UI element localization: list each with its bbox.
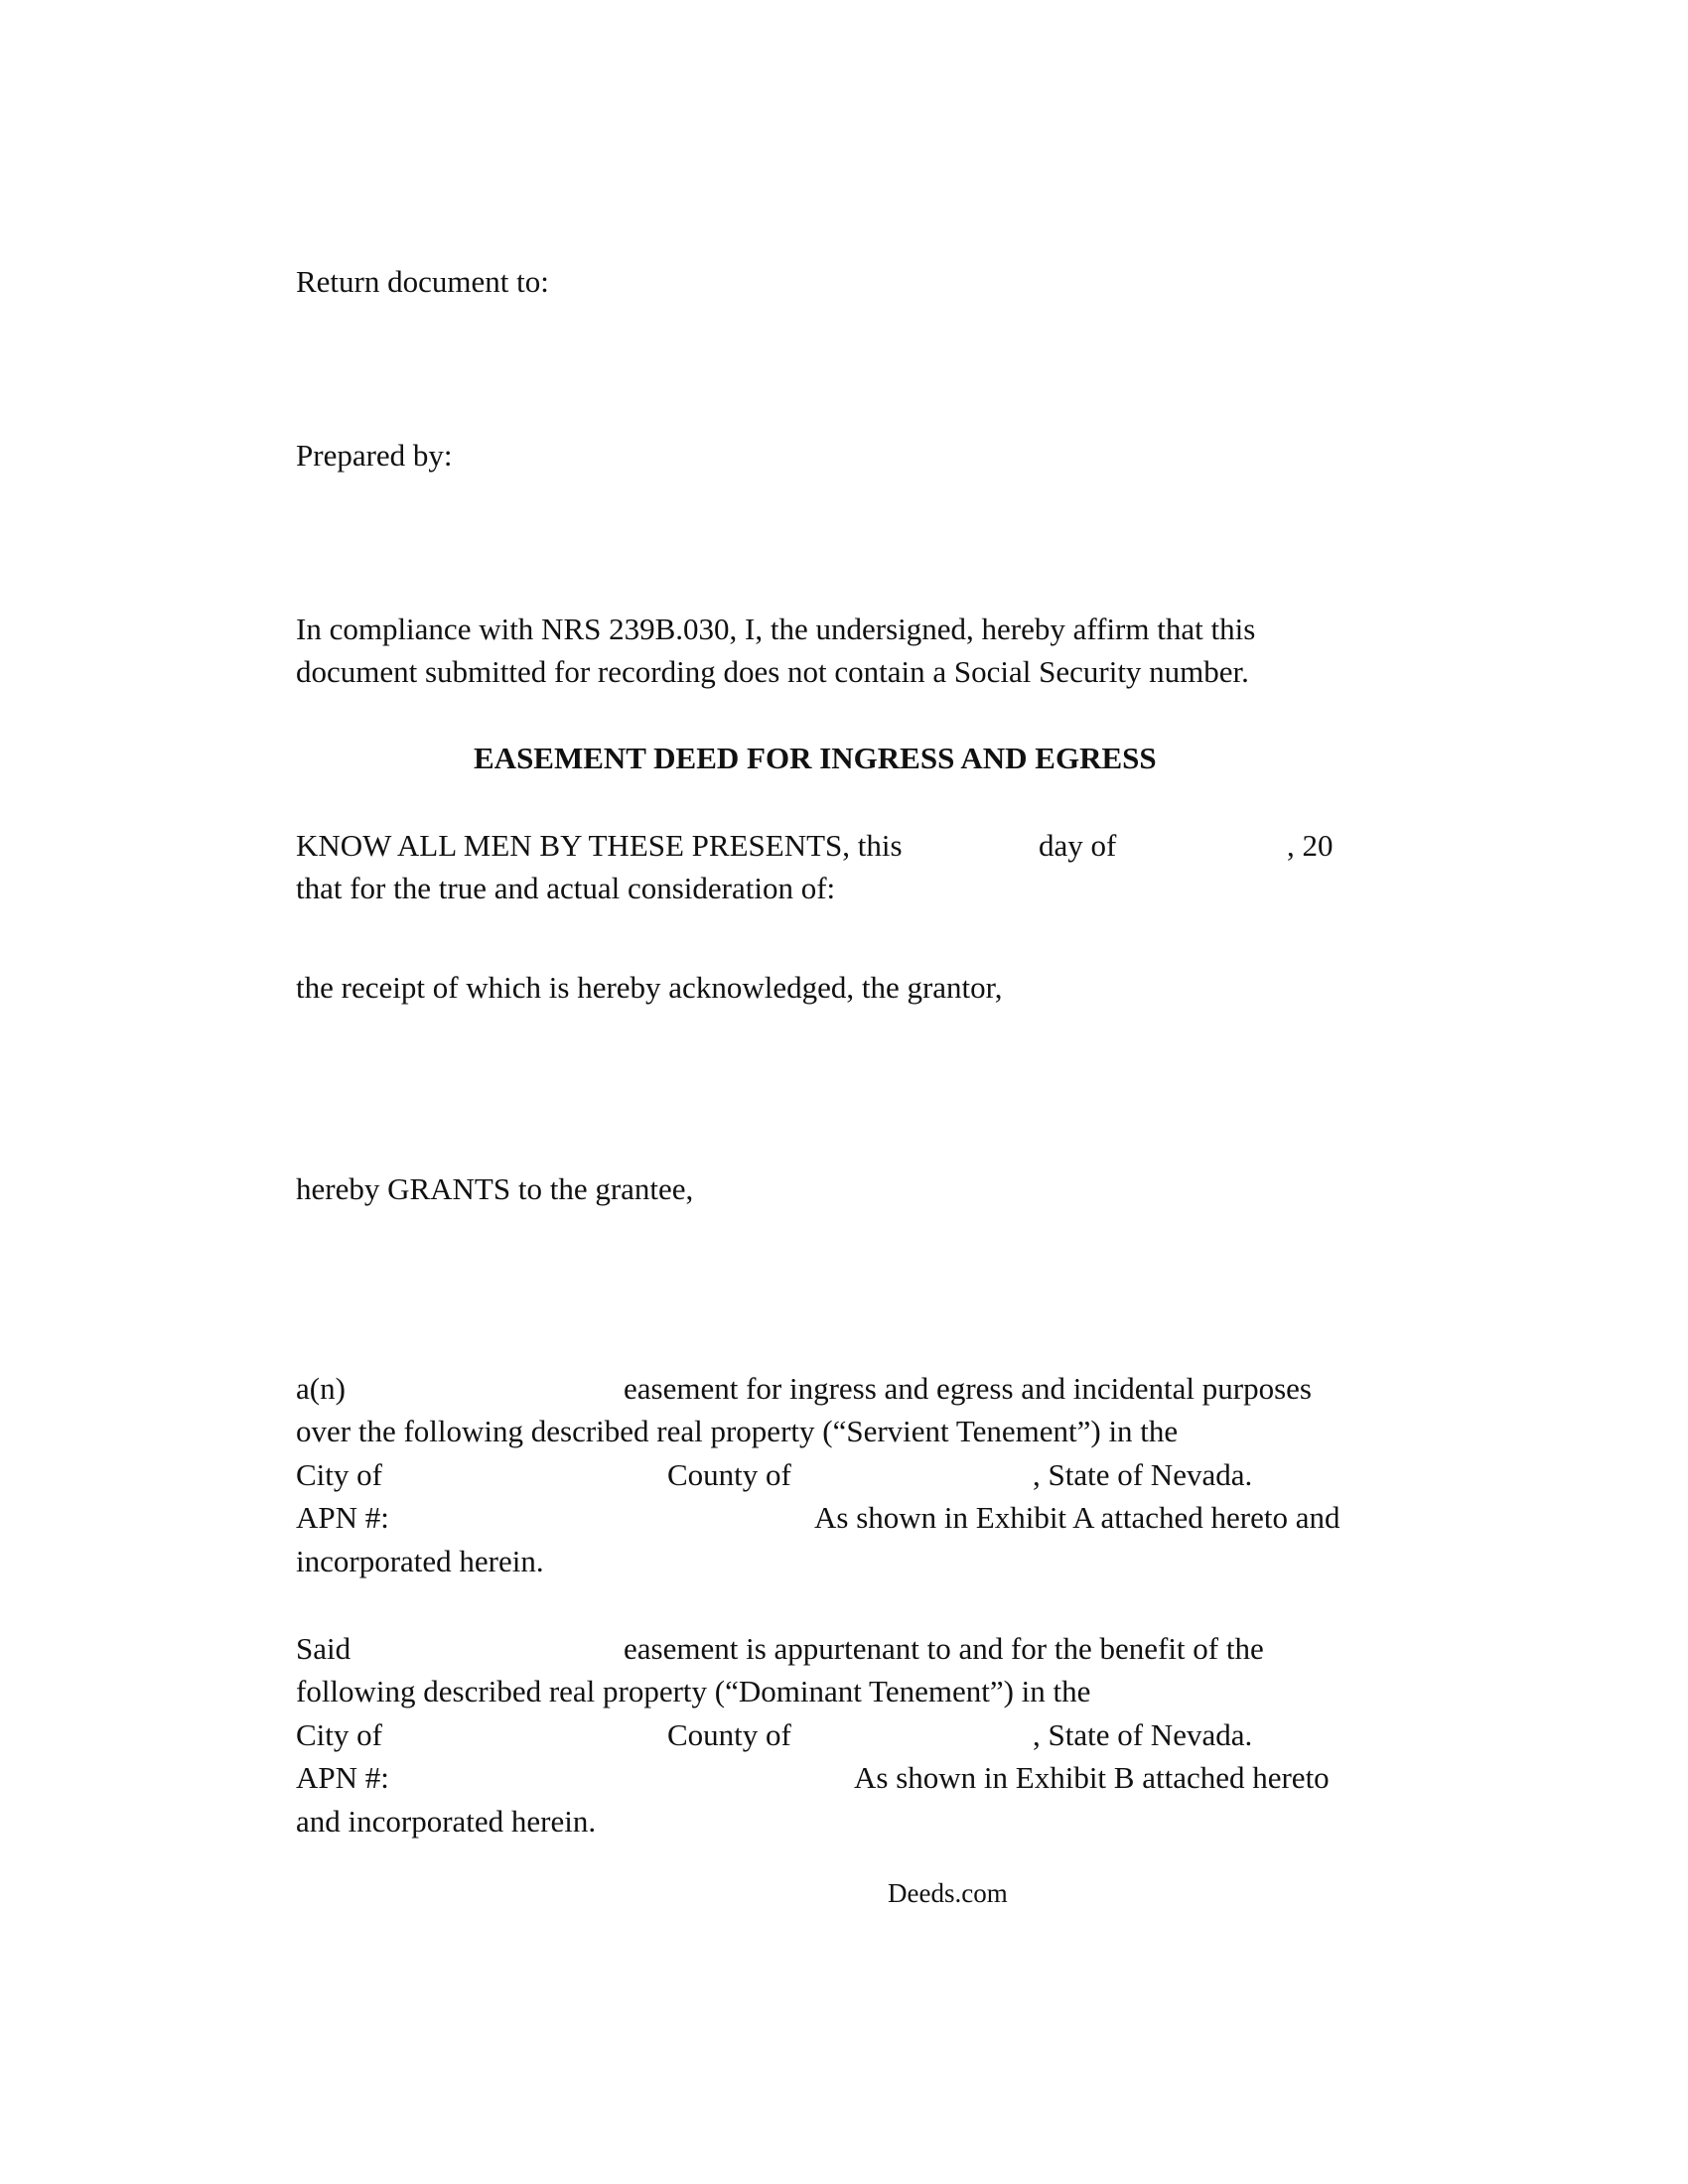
servient-state-text: , State of Nevada.: [1033, 1457, 1253, 1492]
servient-city-label: City of: [296, 1457, 382, 1492]
day-of-text: day of: [1039, 828, 1117, 863]
servient-exhibit-text: As shown in Exhibit A attached hereto and: [814, 1500, 1340, 1535]
know-all-men-text: KNOW ALL MEN BY THESE PRESENTS, this: [296, 828, 903, 863]
compliance-line-1: In compliance with NRS 239B.030, I, the undersigned, hereby affirm that this: [296, 612, 1256, 646]
document-title: EASEMENT DEED FOR INGRESS AND EGRESS: [474, 741, 1157, 775]
return-document-to-label: Return document to:: [296, 264, 549, 299]
prepared-by-label: Prepared by:: [296, 438, 453, 473]
dominant-said-text: Said: [296, 1631, 352, 1666]
servient-county-label: County of: [667, 1457, 791, 1492]
year-prefix-text: , 20: [1287, 828, 1334, 863]
dominant-easement-text: easement is appurtenant to and for the benefit of the: [624, 1631, 1264, 1666]
dominant-city-label: City of: [296, 1717, 382, 1752]
dominant-incorporated-text: and incorporated herein.: [296, 1804, 597, 1839]
dominant-exhibit-text: As shown in Exhibit B attached hereto: [854, 1760, 1330, 1795]
consideration-text: that for the true and actual consideration of:: [296, 871, 836, 905]
receipt-text: the receipt of which is hereby acknowledged, the grantor,: [296, 970, 1003, 1005]
footer-brand: Deeds.com: [888, 1878, 1008, 1908]
servient-an-text: a(n): [296, 1371, 346, 1406]
servient-over-text: over the following described real property (“Servient Tenement”) in the: [296, 1414, 1179, 1448]
grants-text: hereby GRANTS to the grantee,: [296, 1171, 694, 1206]
compliance-line-2: document submitted for recording does not contain a Social Security number.: [296, 654, 1249, 689]
dominant-apn-label: APN #:: [296, 1760, 389, 1795]
servient-apn-label: APN #:: [296, 1500, 389, 1535]
dominant-state-text: , State of Nevada.: [1033, 1717, 1253, 1752]
dominant-county-label: County of: [667, 1717, 791, 1752]
servient-incorporated-text: incorporated herein.: [296, 1544, 544, 1578]
servient-easement-text: easement for ingress and egress and incidental purposes: [624, 1371, 1312, 1406]
dominant-following-text: following described real property (“Dominant Tenement”) in the: [296, 1674, 1091, 1708]
